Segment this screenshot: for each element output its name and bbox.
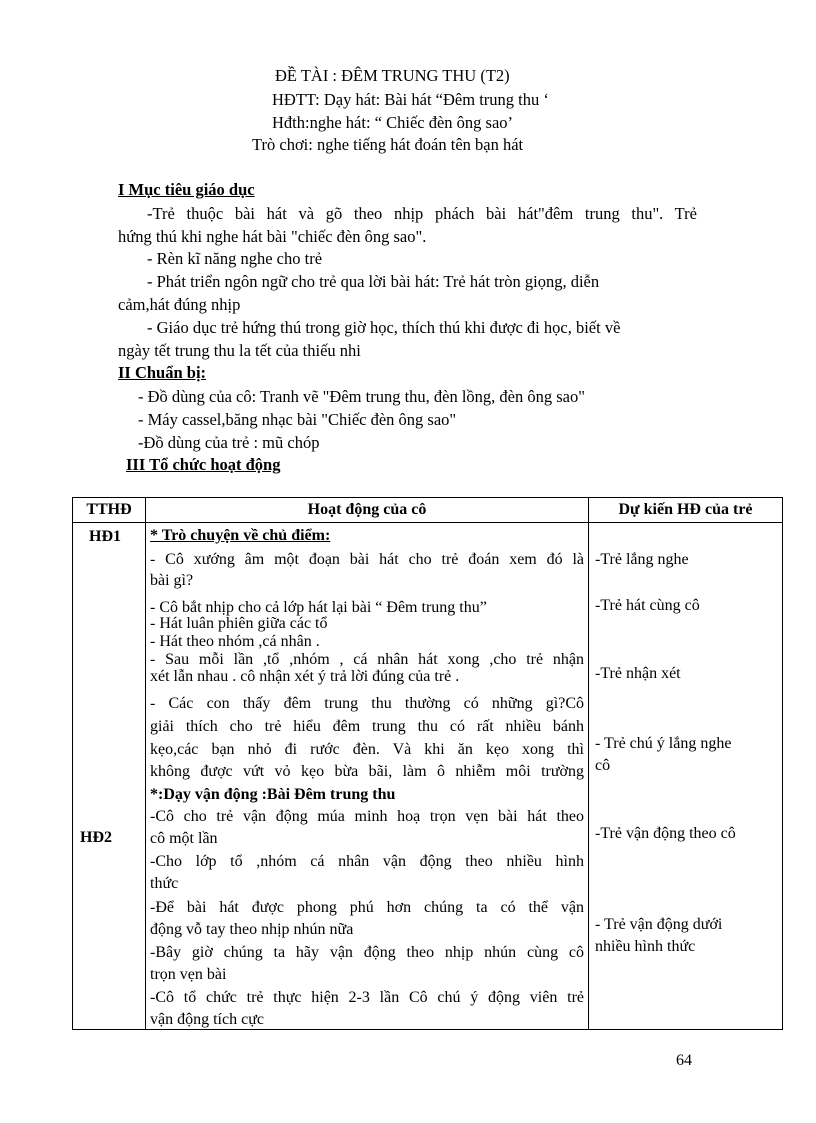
teacher-line: - Hát luân phiên giữa các tổ — [150, 615, 328, 632]
section-heading-preparation: II Chuẩn bị: — [118, 363, 207, 382]
teacher-line: -Cô cho trẻ vận động múa minh hoạ trọn vẹn bài hát theo — [150, 808, 584, 825]
table-header-row — [73, 498, 783, 523]
preparation-line: - Máy cassel,băng nhạc bài "Chiếc đèn ông sao" — [138, 410, 457, 429]
teacher-line: - Cô xướng âm một đoạn bài hát cho trẻ đoán xem đó là — [150, 551, 584, 568]
teacher-line: -Cho lớp tổ ,nhóm cá nhân vận động theo nhiều hình — [150, 853, 584, 870]
teacher-line: - Sau mỗi lần ,tổ ,nhóm , cá nhân hát xong ,cho trẻ nhận — [150, 651, 584, 668]
teacher-line: *:Dạy vận động :Bài Đêm trung thu — [150, 786, 396, 803]
row-label-hd1: HĐ1 — [89, 528, 121, 545]
teacher-line: không được vứt vỏ kẹo bừa bãi, làm ô nhiễm môi trường — [150, 763, 584, 780]
teacher-line: kẹo,các bạn nhỏ đi rước đèn. Và khi ăn kẹo xong thì — [150, 741, 584, 758]
teacher-line: giải thích cho trẻ hiểu đêm trung thu có rất nhiều bánh — [150, 718, 584, 735]
teacher-line: động vỗ tay theo nhịp nhún nữa — [150, 921, 354, 938]
objective-line: hứng thú khi nghe hát bài "chiếc đèn ông sao". — [118, 227, 427, 246]
teacher-activity-cell — [146, 523, 589, 1030]
teacher-line: - Cô bắt nhịp cho cả lớp hát lại bài “ Đêm trung thu” — [150, 599, 487, 616]
header-tthd: TTHĐ — [73, 498, 146, 523]
child-line: -Trẻ lắng nghe — [595, 551, 689, 568]
header-child-activity: Dự kiến HĐ của trẻ — [589, 498, 783, 523]
teacher-line: thức — [150, 875, 179, 892]
row-label-hd2: HĐ2 — [80, 829, 112, 846]
child-activity-cell — [589, 523, 783, 1030]
section-heading-objectives: I Mục tiêu giáo dục — [118, 180, 255, 199]
game-title: Trò chơi: nghe tiếng hát đoán tên bạn hát — [252, 135, 524, 154]
preparation-line: - Đồ dùng của cô: Tranh vẽ "Đêm trung thu, đèn lồng, đèn ông sao" — [138, 387, 585, 406]
objective-line: -Trẻ thuộc bài hát và gõ theo nhịp phách bài hát"đêm trung thu". Trẻ — [147, 204, 697, 223]
preparation-line: -Đồ dùng của trẻ : mũ chóp — [138, 433, 320, 452]
child-line: nhiều hình thức — [595, 938, 696, 955]
teacher-line: -Để bài hát được phong phú hơn chúng ta có thể vận — [150, 899, 584, 916]
teacher-line: bài gì? — [150, 572, 194, 589]
child-line: -Trẻ nhận xét — [595, 665, 681, 682]
objective-line: - Giáo dục trẻ hứng thú trong giờ học, thích thú khi được đi học, biết về — [147, 318, 621, 337]
page-number: 64 — [676, 1052, 692, 1069]
teacher-line: -Bây giờ chúng ta hãy vận động theo nhịp nhún cùng cô — [150, 944, 584, 961]
objective-line: cảm,hát đúng nhịp — [118, 295, 241, 314]
child-line: -Trẻ vận động theo cô — [595, 825, 736, 842]
teacher-line: -Cô tổ chức trẻ thực hiện 2-3 lần Cô chú ý động viên trẻ — [150, 989, 584, 1006]
table-row — [73, 523, 783, 1030]
activity-table — [72, 497, 783, 1030]
teacher-line: xét lẫn nhau . cô nhận xét ý trả lời đúng của trẻ . — [150, 668, 460, 685]
header-teacher-activity: Hoạt động của cô — [146, 498, 589, 523]
teacher-line: vận động tích cực — [150, 1011, 264, 1028]
activity-label-cell — [73, 523, 146, 1030]
child-line: - Trẻ chú ý lắng nghe — [595, 735, 732, 752]
teacher-line: - Hát theo nhóm ,cá nhân . — [150, 633, 320, 650]
objective-line: - Phát triển ngôn ngữ cho trẻ qua lời bài hát: Trẻ hát tròn giọng, diễn — [147, 272, 600, 291]
child-line: cô — [595, 757, 611, 774]
section-heading-organization: III Tổ chức hoạt động — [126, 455, 281, 474]
objective-line: - Rèn kĩ năng nghe cho trẻ — [147, 249, 323, 268]
teacher-line: cô một lần — [150, 830, 218, 847]
main-activity: HĐTT: Dạy hát: Bài hát “Đêm trung thu ‘ — [272, 90, 549, 109]
child-line: - Trẻ vận động dưới — [595, 916, 723, 933]
sub-activity: Hđth:nghe hát: “ Chiếc đèn ông sao’ — [272, 113, 514, 132]
teacher-line: - Các con thấy đêm trung thu thường có những gì?Cô — [150, 695, 584, 712]
teacher-line: * Trò chuyện về chủ điểm: — [150, 527, 331, 544]
teacher-line: trọn vẹn bài — [150, 966, 227, 983]
child-line: -Trẻ hát cùng cô — [595, 597, 700, 614]
objective-line: ngày tết trung thu la tết của thiếu nhi — [118, 341, 361, 360]
lesson-topic: ĐỀ TÀI : ĐÊM TRUNG THU (T2) — [275, 66, 510, 85]
